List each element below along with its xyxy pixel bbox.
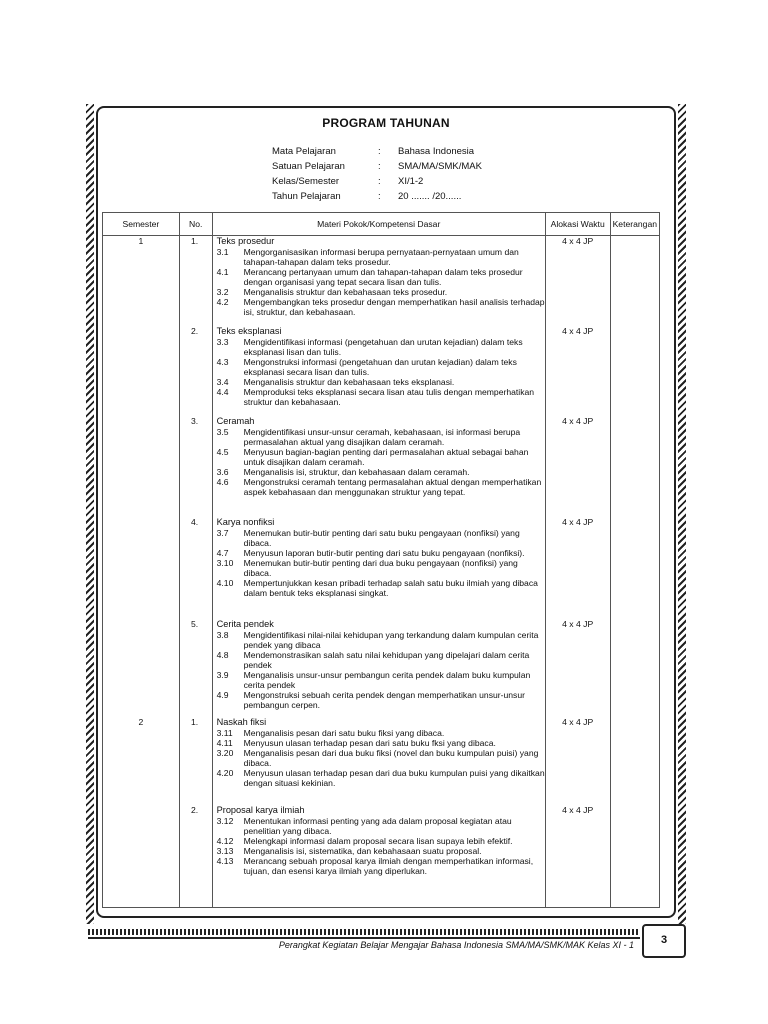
meta-sep: : — [378, 161, 381, 172]
alokasi-value: 4 x 4 JP — [562, 805, 594, 815]
competency-text: Menganalisis unsur-unsur pembangun cerita pendek dalam buku kumpulan cerita pendek — [243, 670, 531, 690]
meta-key: Kelas/Semester — [272, 176, 340, 187]
competency-item — [213, 528, 545, 548]
competency-item — [213, 768, 545, 788]
competency-item — [213, 447, 545, 467]
competency-item — [213, 690, 545, 710]
competency-item — [213, 670, 545, 690]
semester-number: 1 — [138, 236, 144, 246]
competency-text: Menyusun ulasan terhadap pesan dari dua buku kumpulan puisi yang dikaitkan dengan situasi kekinian. — [243, 768, 545, 788]
header-materi: Materi Pokok/Kompetensi Dasar — [212, 213, 545, 236]
section-title: Naskah fiksi — [216, 717, 267, 727]
section-number: 2. — [191, 326, 199, 336]
competency-item — [213, 427, 545, 447]
competency-number: 3.9 — [216, 670, 229, 680]
meta-row — [272, 176, 482, 191]
competency-number: 3.10 — [216, 558, 234, 568]
section-block — [191, 416, 545, 497]
competency-item — [213, 377, 545, 387]
competency-text: Mendemonstrasikan salah satu nilai kehidupan yang dipelajari dalam cerita pendek — [243, 650, 530, 670]
header-keterangan: Keterangan — [610, 213, 659, 236]
meta-value: XI/1-2 — [398, 176, 424, 187]
section-block — [191, 236, 545, 317]
section-title: Ceramah — [216, 416, 255, 426]
page-footer — [86, 924, 686, 956]
meta-key: Tahun Pelajaran — [272, 191, 341, 202]
competency-item — [213, 816, 545, 836]
meta-key: Mata Pelajaran — [272, 146, 336, 157]
section-block — [191, 717, 545, 788]
meta-row — [272, 191, 482, 206]
competency-number: 4.20 — [216, 768, 234, 778]
meta-row — [272, 161, 482, 176]
competency-number: 4.2 — [216, 297, 229, 307]
competency-item — [213, 846, 545, 856]
competency-number: 3.12 — [216, 816, 234, 826]
section-number: 5. — [191, 619, 199, 629]
competency-text: Menemukan butir-butir penting dari satu buku pengayaan (nonfiksi) yang dibaca. — [243, 528, 520, 548]
competency-number: 4.10 — [216, 578, 234, 588]
competency-text: Mengonstruksi informasi (pengetahuan dan urutan kejadian) dalam teks eksplanasi secara lisan dan tulis. — [243, 357, 517, 377]
competency-number: 4.9 — [216, 690, 229, 700]
keterangan-cell — [610, 236, 659, 908]
competency-number: 4.8 — [216, 650, 229, 660]
competency-number: 3.4 — [216, 377, 229, 387]
header-semester: Semester — [103, 213, 180, 236]
competency-item — [213, 467, 545, 477]
competency-item — [213, 630, 545, 650]
alokasi-value: 4 x 4 JP — [562, 416, 594, 426]
alokasi-value: 4 x 4 JP — [562, 326, 594, 336]
competency-text: Mengidentifikasi informasi (pengetahuan dan urutan kejadian) dalam teks eksplanasi lisan dan tulis. — [243, 337, 523, 357]
competency-text: Mengidentifikasi unsur-unsur ceramah, kebahasaan, isi informasi berupa permasalahan aktual yang disajikan dalam ceramah. — [243, 427, 521, 447]
competency-number: 3.11 — [216, 728, 233, 738]
page-frame — [86, 104, 686, 924]
semester-number: 2 — [138, 717, 144, 727]
section-number: 1. — [191, 236, 199, 246]
section-title: Cerita pendek — [216, 619, 274, 629]
competency-item — [213, 738, 545, 748]
header-no: No. — [179, 213, 212, 236]
alokasi-value: 4 x 4 JP — [562, 717, 594, 727]
meta-sep: : — [378, 146, 381, 157]
section-block — [191, 805, 545, 876]
competency-item — [213, 387, 545, 407]
competency-text: Menganalisis isi, struktur, dan kebahasaan dalam ceramah. — [243, 467, 470, 477]
competency-text: Menyusun ulasan terhadap pesan dari satu buku fksi yang dibaca. — [243, 738, 496, 748]
section-block — [191, 326, 545, 407]
section-number: 4. — [191, 517, 199, 527]
competency-text: Menyusun laporan butir-butir penting dari satu buku pengayaan (nonfiksi). — [243, 548, 525, 558]
meta-value: Bahasa Indonesia — [398, 146, 475, 157]
meta-sep: : — [378, 191, 381, 202]
competency-item — [213, 297, 545, 317]
competency-item — [213, 856, 545, 876]
section-title: Proposal karya ilmiah — [216, 805, 305, 815]
alokasi-value: 4 x 4 JP — [562, 236, 594, 246]
competency-item — [213, 650, 545, 670]
section-title: Karya nonfiksi — [216, 517, 275, 527]
competency-number: 4.1 — [216, 267, 229, 277]
competency-text: Menganalisis struktur dan kebahasaan teks prosedur. — [243, 287, 448, 297]
competency-text: Menganalisis pesan dari satu buku fiksi yang dibaca. — [243, 728, 445, 738]
competency-text: Mengonstruksi sebuah cerita pendek dengan memperhatikan unsur-unsur pembangun cerpen. — [243, 690, 525, 710]
content-box — [96, 106, 676, 918]
left-border-pattern — [86, 104, 94, 924]
section-block — [191, 619, 545, 710]
competency-number: 3.20 — [216, 748, 234, 758]
meta-block — [272, 146, 482, 206]
program-table — [102, 212, 660, 908]
competency-item — [213, 836, 545, 846]
competency-number: 4.13 — [216, 856, 234, 866]
table-row — [103, 236, 660, 908]
materi-column — [191, 236, 545, 908]
footer-rule — [88, 937, 640, 939]
section-title: Teks prosedur — [216, 236, 275, 246]
footer-text: Perangkat Kegiatan Belajar Mengajar Bahasa Indonesia SMA/MA/SMK/MAK Kelas XI - 1 — [278, 940, 634, 950]
competency-number: 4.4 — [216, 387, 229, 397]
competency-text: Mengembangkan teks prosedur dengan memperhatikan hasil analisis terhadap isi, struktur, dan kebahasaan. — [243, 297, 545, 317]
section-title: Teks eksplanasi — [216, 326, 282, 336]
competency-number: 4.12 — [216, 836, 234, 846]
competency-item — [213, 337, 545, 357]
footer-stripe — [88, 929, 640, 935]
competency-item — [213, 267, 545, 287]
competency-text: Menganalisis struktur dan kebahasaan teks eksplanasi. — [243, 377, 455, 387]
competency-text: Merancang pertanyaan umum dan tahapan-tahapan dalam teks prosedur dengan organisasi yang tepat secara lisan dan tulis. — [243, 267, 523, 287]
competency-item — [213, 247, 545, 267]
meta-key: Satuan Pelajaran — [272, 161, 345, 172]
meta-value: SMA/MA/SMK/MAK — [398, 161, 482, 172]
competency-item — [213, 477, 545, 497]
competency-text: Menemukan butir-butir penting dari dua buku pengayaan (nonfiksi) yang dibaca. — [243, 558, 518, 578]
right-border-pattern — [678, 104, 686, 924]
competency-number: 3.3 — [216, 337, 229, 347]
competency-text: Melengkapi informasi dalam proposal secara lisan supaya lebih efektif. — [243, 836, 513, 846]
competency-number: 3.13 — [216, 846, 234, 856]
section-number: 2. — [191, 805, 199, 815]
competency-number: 3.2 — [216, 287, 229, 297]
competency-text: Mengorganisasikan informasi berupa pernyataan-pernyataan umum dan tahapan-tahapan dalam teks prosedur. — [243, 247, 519, 267]
competency-text: Memproduksi teks eksplanasi secara lisan atau tulis dengan memperhatikan struktur dan kebahasaan. — [243, 387, 535, 407]
meta-row — [272, 146, 482, 161]
competency-text: Menganalisis isi, sistematika, dan kebahasaan suatu proposal. — [243, 846, 482, 856]
alokasi-value: 4 x 4 JP — [562, 517, 594, 527]
competency-number: 4.11 — [216, 738, 233, 748]
competency-text: Menentukan informasi penting yang ada dalam proposal kegiatan atau penelitian yang dibaca. — [243, 816, 512, 836]
competency-number: 3.7 — [216, 528, 229, 538]
competency-text: Merancang sebuah proposal karya ilmiah dengan memperhatikan informasi, tujuan, dan esensi karya ilmiah yang diperlukan. — [243, 856, 534, 876]
page-title: PROGRAM TAHUNAN — [322, 116, 450, 130]
alokasi-value: 4 x 4 JP — [562, 619, 594, 629]
competency-item — [213, 548, 545, 558]
header-alokasi: Alokasi Waktu — [545, 213, 610, 236]
semester-column — [103, 236, 180, 908]
competency-number: 4.5 — [216, 447, 229, 457]
competency-number: 3.5 — [216, 427, 229, 437]
page-number: 3 — [642, 924, 686, 958]
alokasi-column — [545, 236, 610, 908]
competency-item — [213, 728, 545, 738]
competency-number: 3.6 — [216, 467, 229, 477]
competency-text: Menyusun bagian-bagian penting dari permasalahan aktual sebagai bahan untuk disajikan dalam ceramah. — [243, 447, 529, 467]
competency-item — [213, 748, 545, 768]
competency-number: 4.3 — [216, 357, 229, 367]
competency-item — [213, 287, 545, 297]
competency-number: 3.8 — [216, 630, 229, 640]
competency-text: Menganalisis pesan dari dua buku fiksi (novel dan buku kumpulan puisi) yang dibaca. — [243, 748, 539, 768]
competency-number: 4.7 — [216, 548, 229, 558]
table-header-row — [103, 213, 660, 236]
meta-sep: : — [378, 176, 381, 187]
competency-number: 4.6 — [216, 477, 229, 487]
competency-number: 3.1 — [216, 247, 229, 257]
competency-text: Mengidentifikasi nilai-nilai kehidupan yang terkandung dalam kumpulan cerita pendek yang dibaca — [243, 630, 539, 650]
competency-text: Mempertunjukkan kesan pribadi terhadap salah satu buku ilmiah yang dibaca dalam bentuk teks eksplanasi singkat. — [243, 578, 538, 598]
section-block — [191, 517, 545, 598]
section-number: 3. — [191, 416, 199, 426]
competency-item — [213, 578, 545, 598]
meta-value: 20 ....... /20...... — [398, 191, 462, 202]
section-number: 1. — [191, 717, 199, 727]
competency-item — [213, 357, 545, 377]
competency-text: Mengonstruksi ceramah tentang permasalahan aktual dengan memperhatikan aspek kebahasaan dan menggunakan struktur yang tepat. — [243, 477, 542, 497]
competency-item — [213, 558, 545, 578]
